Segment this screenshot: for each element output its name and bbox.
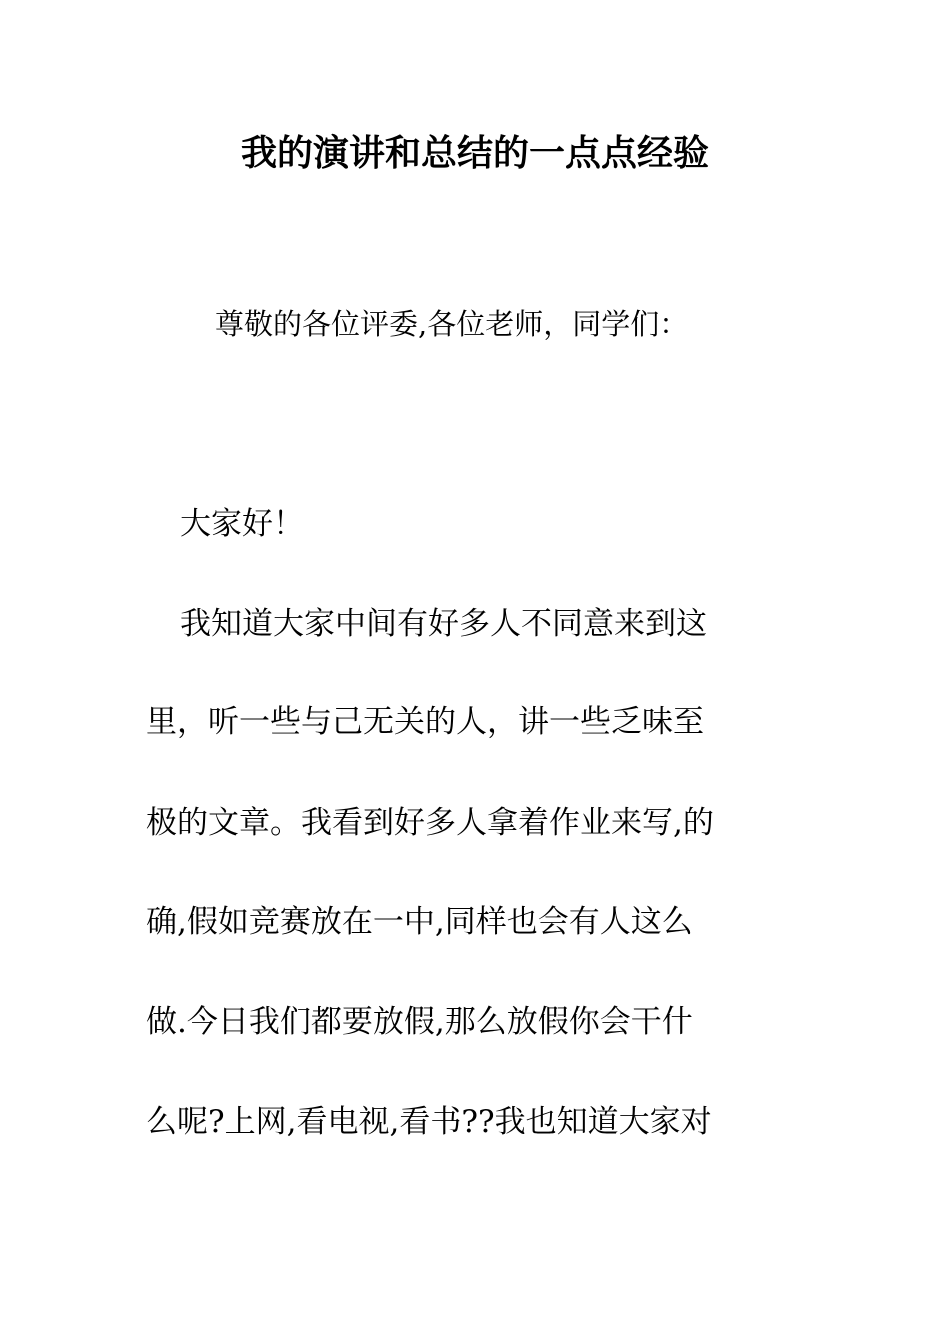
body-line: 做.今日我们都要放假,那么放假你会干什	[146, 1004, 693, 1040]
body-line: 极的文章。我看到好多人拿着作业来写,的	[146, 805, 714, 841]
greeting: 大家好！	[180, 506, 304, 542]
body-line: 确,假如竞赛放在一中,同样也会有人这么	[146, 904, 693, 940]
body-line: 里，听一些与己无关的人，讲一些乏味至	[146, 704, 704, 740]
salutation: 尊敬的各位评委,各位老师，同学们：	[215, 307, 689, 341]
body-line: 么呢?上网,看电视,看书??我也知道大家对	[146, 1104, 712, 1140]
document-title: 我的演讲和总结的一点点经验	[240, 133, 709, 174]
body-line: 我知道大家中间有好多人不同意来到这	[180, 606, 707, 642]
